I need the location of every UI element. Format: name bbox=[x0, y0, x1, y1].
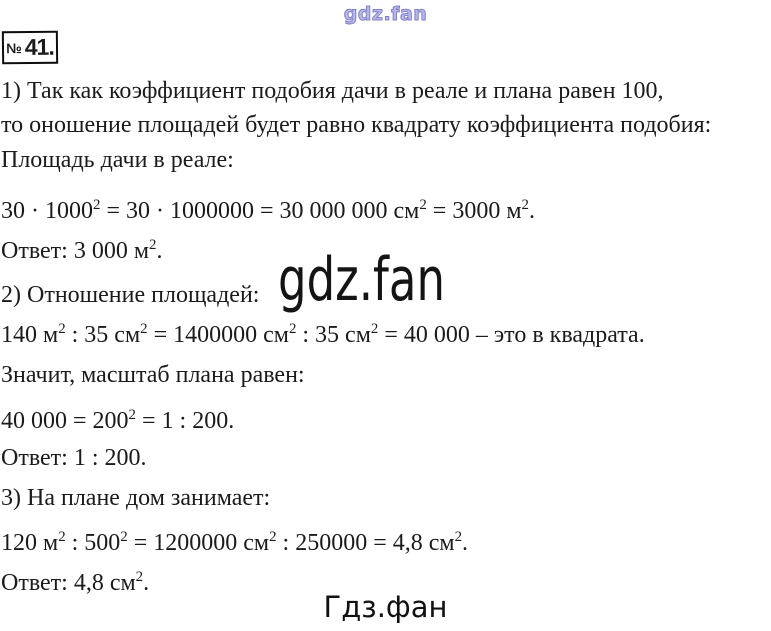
solution-line-3: Площадь дачи в реале: bbox=[1, 147, 234, 173]
footer-site-name: Гдз.фан bbox=[323, 590, 448, 624]
numero-sign: № bbox=[6, 39, 22, 56]
solution-line-4: $30 \cdot 1000^2 = 30 \cdot 1000000 = 30$ 000 000 $см^2 = 3000$ $м^2$. bbox=[1, 197, 535, 224]
task-number-badge bbox=[2, 31, 58, 65]
big-watermark-text: gdz.fan bbox=[278, 245, 445, 315]
solution-line-2: то оношение площадей будет равно квадрату коэффициента подобия: bbox=[1, 112, 712, 138]
task-number: 41. bbox=[24, 33, 54, 61]
solution-line-12: 120 $м^2$ : $500^2 = 1200000$ $см^2$ : 250000 = 4,8 $см^2$. bbox=[1, 529, 469, 556]
solution-line-13: Ответ: 4,8 $см^2$. bbox=[1, 569, 150, 596]
top-watermark-text: gdz.fan bbox=[343, 3, 428, 25]
solution-line-7: 140 $м^2$ : 35 $см^2 = 1400000$ $см^2$ : 35 $см^2 = 40$ 000 – это в квадрата. bbox=[1, 321, 645, 348]
solution-line-5: Ответ: 3 000 $м^2$. bbox=[1, 237, 163, 264]
solution-line-6: 2) Отношение площадей: bbox=[1, 282, 260, 308]
solution-line-8: Значит, масштаб плана равен: bbox=[1, 362, 305, 388]
solution-line-9: 40 $000 = 200^2 = 1$ : 200. bbox=[1, 407, 235, 434]
solution-line-1: 1) Так как коэффициент подобия дачи в реале и плана равен 100, bbox=[1, 78, 664, 104]
solution-line-11: 3) На плане дом занимает: bbox=[1, 485, 271, 511]
solution-line-10: Ответ: 1 : 200. bbox=[1, 445, 147, 471]
